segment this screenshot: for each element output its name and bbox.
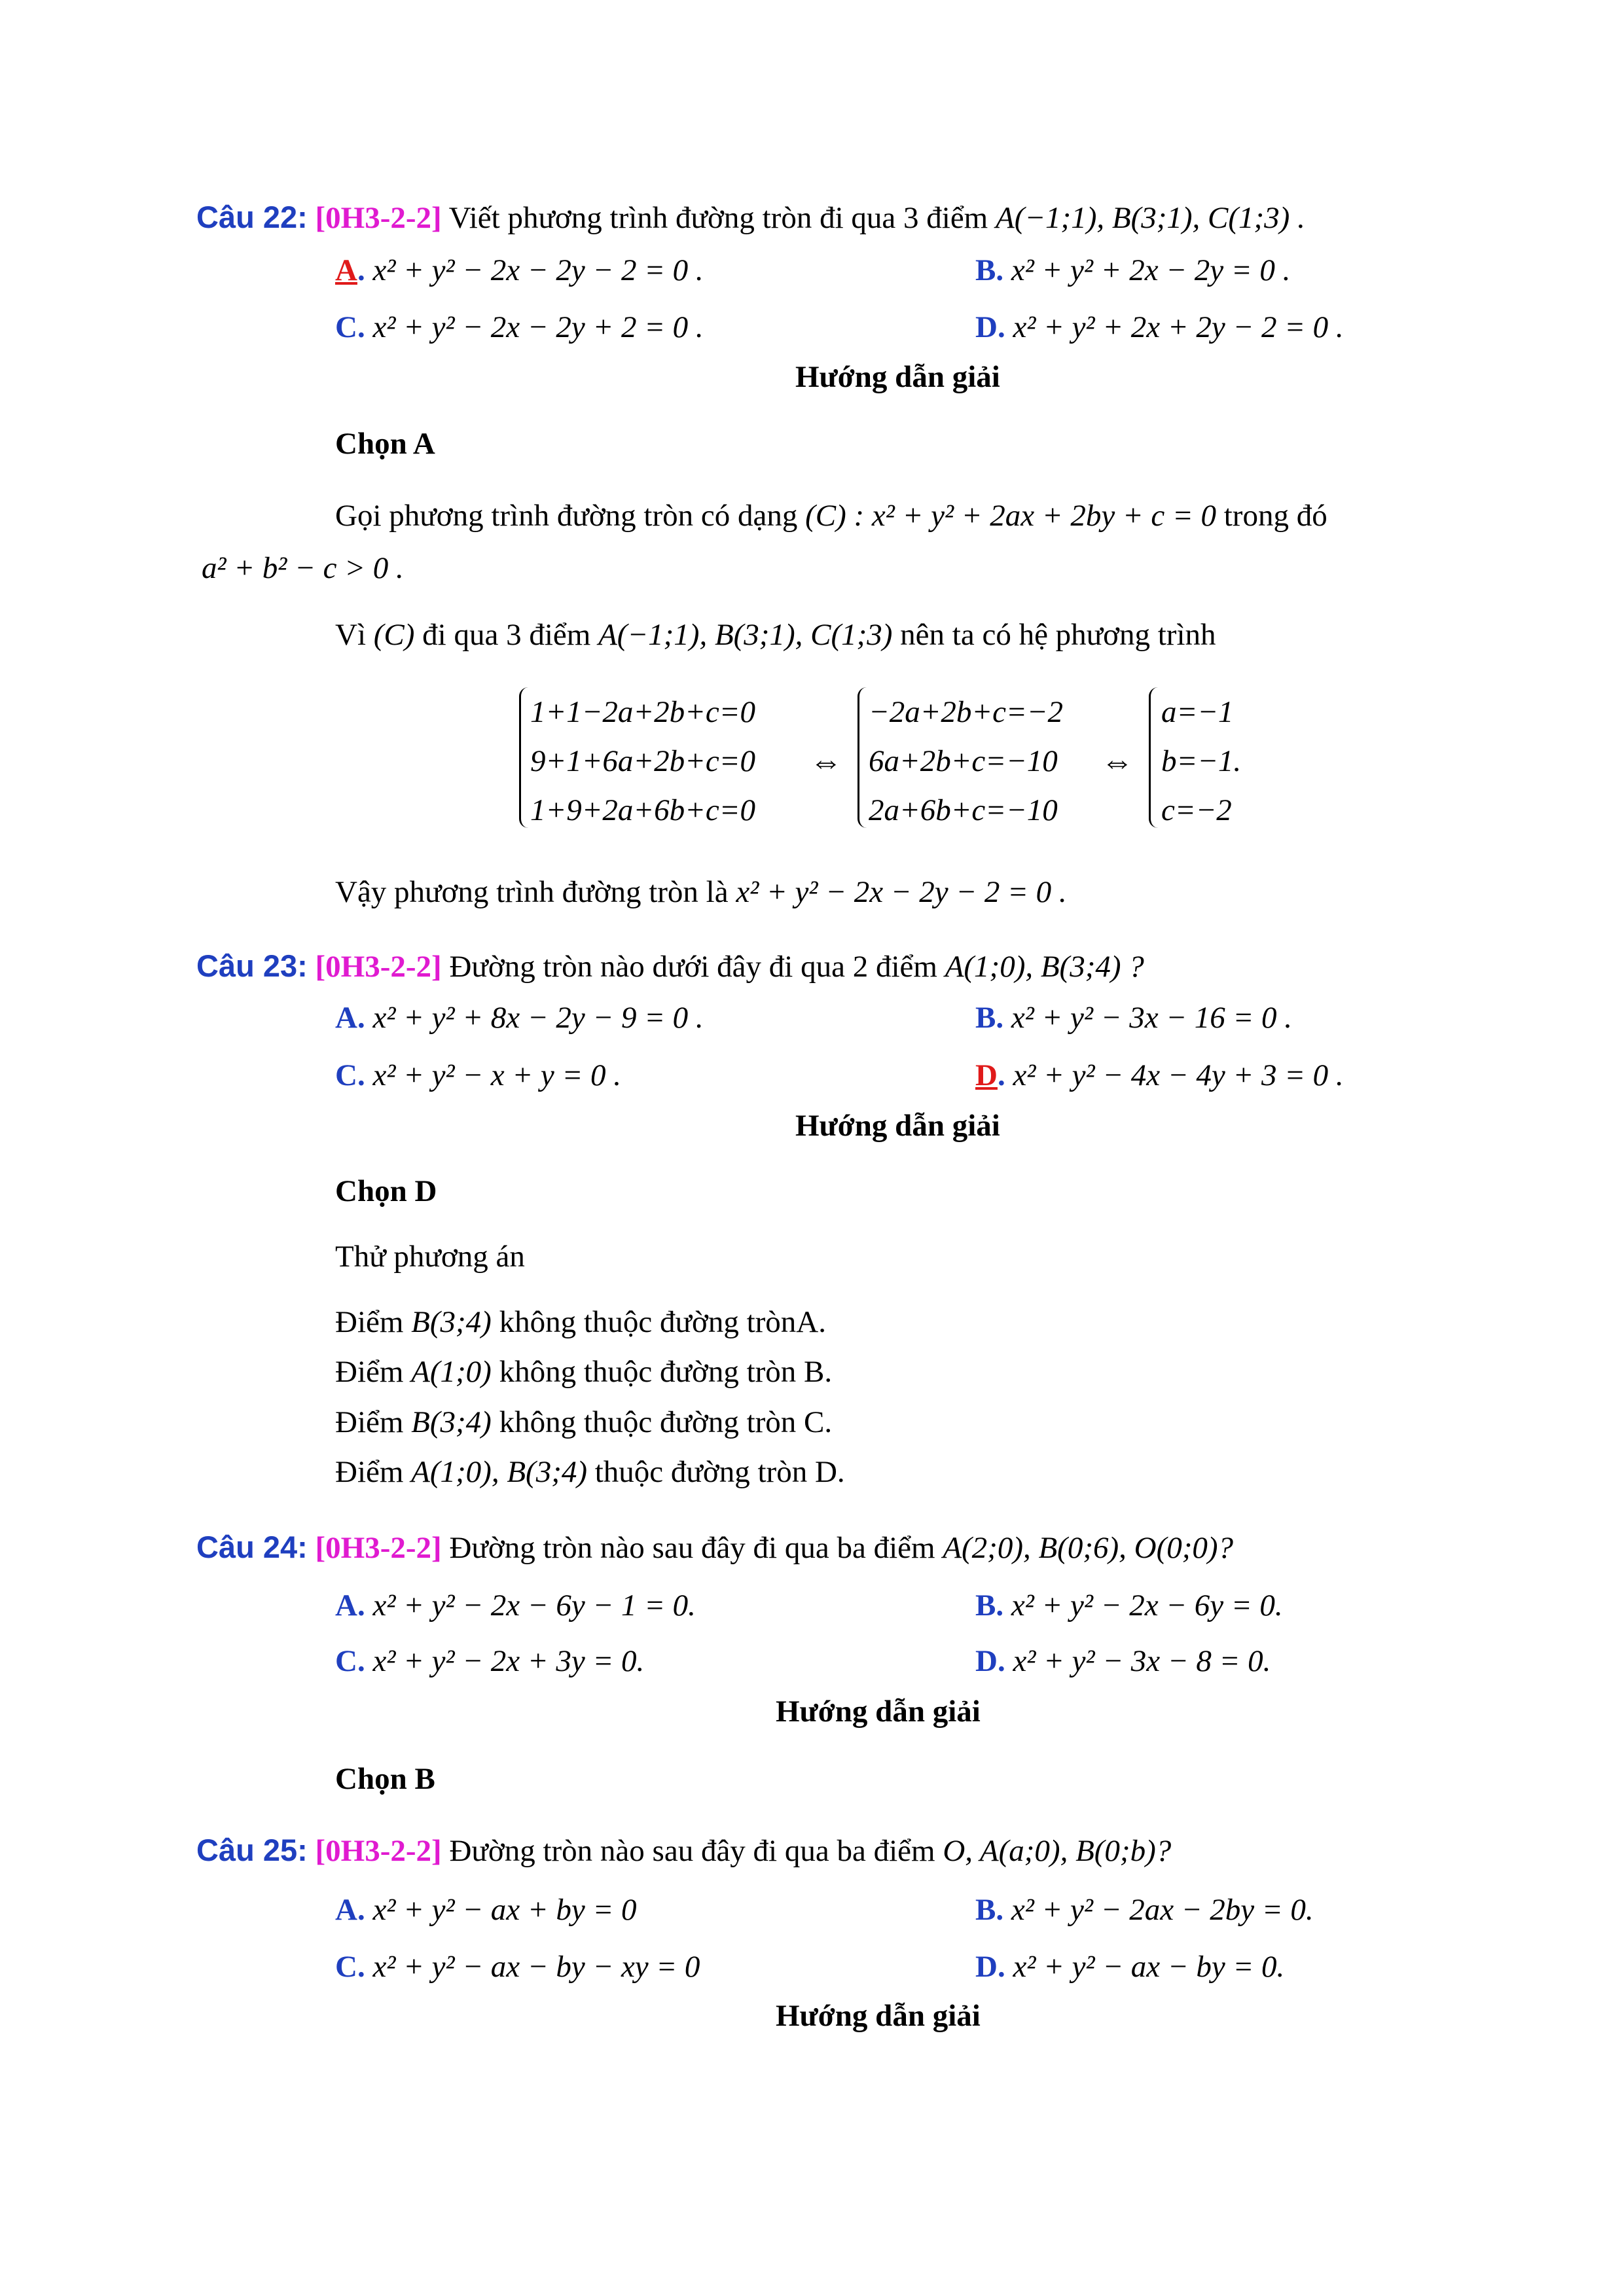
q22-option-a[interactable]: A. x² + y² − 2x − 2y − 2 = 0 . [335, 253, 704, 287]
q22-conclusion [335, 877, 1067, 908]
system2-eq-2: 6a+2b+c=−10 [869, 744, 1058, 778]
q22-header [196, 202, 1305, 234]
q22-code: [0H3-2-2] [315, 201, 442, 235]
q22-option-d[interactable] [975, 312, 1344, 343]
q23-option-d-text: x² + y² − 4x − 4y + 3 = 0 . [1013, 1058, 1344, 1092]
q23-option-b-text: x² + y² − 3x − 16 = 0 . [1011, 1001, 1292, 1035]
q22-option-d-text: x² + y² + 2x + 2y − 2 = 0 . [1013, 310, 1344, 344]
q24-option-d-text: x² + y² − 3x − 8 = 0. [1013, 1644, 1271, 1678]
check-2-pre: Điểm [335, 1355, 404, 1389]
q22-choice: Chọn A [335, 427, 435, 461]
q22-para2-a: Vì [335, 618, 366, 652]
q24-option-c[interactable] [335, 1646, 644, 1677]
q23-option-b-letter: B. [975, 1001, 1004, 1035]
q24-code: [0H3-2-2] [315, 1531, 442, 1565]
q24-label: Câu 24: [196, 1530, 308, 1564]
q22-para1-a: Gọi phương trình đường tròn có dạng [335, 499, 798, 533]
q25-stem: Đường tròn nào sau đây đi qua ba điểm [449, 1834, 935, 1868]
system1-eq-3: 1+9+2a+6b+c=0 [530, 793, 755, 827]
q22-option-b-letter: B. [975, 253, 1004, 287]
q23-option-a-text: x² + y² + 8x − 2y − 9 = 0 . [372, 1001, 704, 1035]
q25-option-d-letter: D. [975, 1950, 1005, 1984]
q23-option-d[interactable]: D. x² + y² − 4x − 4y + 3 = 0 . [975, 1058, 1344, 1092]
q23-option-d-letter: D [975, 1058, 998, 1092]
check-4-post: thuộc đường tròn D. [594, 1455, 845, 1489]
system1-eq-1: 1+1−2a+2b+c=0 [530, 695, 755, 729]
q24-option-a[interactable] [335, 1590, 696, 1621]
system3-eq-2: b=−1. [1161, 744, 1242, 778]
q25-option-a-letter: A. [335, 1893, 365, 1927]
q23-stem-math: A(1;0), B(3;4) ? [945, 950, 1144, 984]
q22-label: Câu 22: [196, 200, 308, 234]
q22-conclusion-a: Vậy phương trình đường tròn là [335, 875, 729, 909]
q22-guide-title: Hướng dẫn giải [795, 360, 1000, 394]
q22-option-b-text: x² + y² + 2x − 2y = 0 . [1011, 253, 1291, 287]
q22-option-a-text: x² + y² − 2x − 2y − 2 = 0 . [372, 253, 704, 287]
q22-option-a-letter: A [335, 253, 357, 287]
q22-stem-math: A(−1;1), B(3;1), C(1;3) . [995, 201, 1305, 235]
q22-para1-b: trong đó [1223, 499, 1327, 533]
q23-code: [0H3-2-2] [315, 950, 442, 984]
q25-code: [0H3-2-2] [315, 1834, 442, 1868]
q22-para2-end: nên ta có hệ phương trình [900, 618, 1216, 652]
q25-option-a-text: x² + y² − ax + by = 0 [372, 1893, 637, 1927]
system3-eq-1: a=−1 [1161, 695, 1234, 729]
q22-option-b[interactable] [975, 255, 1290, 286]
q24-option-c-letter: C. [335, 1644, 365, 1678]
check-3-math: B(3;4) [411, 1405, 492, 1439]
q23-option-c[interactable] [335, 1060, 621, 1091]
q22-option-c[interactable] [335, 312, 704, 343]
q23-check-3 [335, 1407, 832, 1438]
q22-option-c-text: x² + y² − 2x − 2y + 2 = 0 . [372, 310, 704, 344]
q23-check-1 [335, 1307, 826, 1338]
q25-option-b-text: x² + y² − 2ax − 2by = 0. [1011, 1893, 1314, 1927]
q25-option-c-text: x² + y² − ax − by − xy = 0 [372, 1950, 700, 1984]
check-3-post: không thuộc đường tròn C. [499, 1405, 833, 1439]
q24-stem-math: A(2;0), B(0;6), O(0;0)? [943, 1531, 1234, 1565]
q24-option-b-text: x² + y² − 2x − 6y = 0. [1011, 1588, 1283, 1623]
q22-conclusion-math: x² + y² − 2x − 2y − 2 = 0 . [736, 875, 1067, 909]
q25-option-c[interactable] [335, 1952, 700, 1982]
iff-symbol-2: ⇔ [1101, 743, 1134, 780]
q25-option-c-letter: C. [335, 1950, 365, 1984]
q22-para1 [335, 501, 1327, 531]
q24-option-d[interactable] [975, 1646, 1271, 1677]
q24-option-a-letter: A. [335, 1588, 365, 1623]
q25-option-d-text: x² + y² − ax − by = 0. [1013, 1950, 1285, 1984]
q22-option-d-letter: D. [975, 310, 1005, 344]
q23-option-b[interactable] [975, 1003, 1292, 1033]
system1-eq-2: 9+1+6a+2b+c=0 [530, 744, 755, 778]
q23-check-4 [335, 1457, 845, 1488]
q22-para2-b: đi qua 3 điểm [422, 618, 591, 652]
q24-stem: Đường tròn nào sau đây đi qua ba điểm [449, 1531, 935, 1565]
q24-option-a-text: x² + y² − 2x − 6y − 1 = 0. [372, 1588, 696, 1623]
q25-option-b[interactable] [975, 1895, 1314, 1926]
q25-label: Câu 25: [196, 1833, 308, 1867]
q23-option-a-letter: A. [335, 1001, 365, 1035]
q23-option-a[interactable] [335, 1003, 704, 1033]
q22-stem: Viết phương trình đường tròn đi qua 3 điểm [448, 201, 988, 235]
q22-para1-cont: a² + b² − c > 0 . [202, 551, 404, 585]
q24-header [196, 1532, 1233, 1564]
q22-para1-math: (C) : x² + y² + 2ax + 2by + c = 0 [805, 499, 1216, 533]
check-4-math: A(1;0), B(3;4) [411, 1455, 587, 1489]
check-1-pre: Điểm [335, 1305, 404, 1339]
system3-eq-3: c=−2 [1161, 793, 1232, 827]
q24-choice: Chọn B [335, 1762, 435, 1796]
q22-para2 [335, 620, 1216, 651]
check-3-pre: Điểm [335, 1405, 404, 1439]
q25-option-d[interactable] [975, 1952, 1284, 1982]
q25-option-b-letter: B. [975, 1893, 1004, 1927]
check-1-math: B(3;4) [411, 1305, 492, 1339]
check-2-post: không thuộc đường tròn B. [499, 1355, 833, 1389]
q25-option-a[interactable] [335, 1895, 636, 1926]
q23-choice: Chọn D [335, 1174, 437, 1208]
q24-guide-title: Hướng dẫn giải [776, 1695, 981, 1729]
q23-check-2 [335, 1357, 832, 1388]
iff-symbol-1: ⇔ [810, 743, 842, 780]
q24-option-b[interactable] [975, 1590, 1283, 1621]
q23-try: Thử phương án [335, 1240, 525, 1274]
q23-header [196, 950, 1144, 982]
system2-eq-3: 2a+6b+c=−10 [869, 793, 1058, 827]
q22-para2-c: (C) [373, 618, 415, 652]
q22-option-c-letter: C. [335, 310, 365, 344]
q23-stem: Đường tròn nào dưới đây đi qua 2 điểm [449, 950, 937, 984]
q22-para2-math: A(−1;1), B(3;1), C(1;3) [598, 618, 893, 652]
q25-guide-title: Hướng dẫn giải [776, 1999, 981, 2033]
q23-option-c-text: x² + y² − x + y = 0 . [372, 1058, 621, 1092]
q23-option-c-letter: C. [335, 1058, 365, 1092]
q23-guide-title: Hướng dẫn giải [795, 1109, 1000, 1143]
q24-option-b-letter: B. [975, 1588, 1004, 1623]
q25-header [196, 1835, 1171, 1867]
q23-label: Câu 23: [196, 948, 308, 983]
system3-brace [1149, 687, 1161, 828]
system2-eq-1: −2a+2b+c=−2 [869, 695, 1063, 729]
check-2-math: A(1;0) [411, 1355, 492, 1389]
q24-option-c-text: x² + y² − 2x + 3y = 0. [372, 1644, 645, 1678]
q25-stem-math: O, A(a;0), B(0;b)? [943, 1834, 1172, 1868]
check-4-pre: Điểm [335, 1455, 404, 1489]
q24-option-d-letter: D. [975, 1644, 1005, 1678]
check-1-post: không thuộc đường trònA. [499, 1305, 826, 1339]
